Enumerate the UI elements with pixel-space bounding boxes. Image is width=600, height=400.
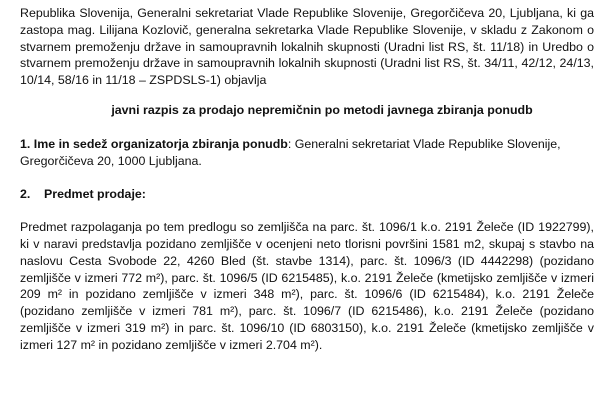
section-1-text: : Generalni sekretariat Vlade Republike Slovenije, Gregorčičeva 20, 1000 Ljubljana. (20, 136, 561, 168)
section-1 (20, 136, 594, 170)
section-2-heading (20, 186, 594, 203)
section-1-number: 1. (20, 136, 31, 151)
document-headline: javni razpis za prodajo nepremičnin po metodi javnega zbiranja ponudb (111, 102, 533, 117)
section-1-title: Ime in sedež organizatorja zbiranja ponudb (33, 136, 288, 151)
intro-paragraph: Republika Slovenija, Generalni sekretariat Vlade Republike Slovenije, Gregorčičeva 20, Ljubljana, ki ga zastopa mag. Lilijana Kozlovič, generalna sekretarka Vlade Republike Slovenije, v skladu z Zakonom o stvarnem premoženju države in samoupravnih lokalnih skupnosti (Uradni list RS, št. 11/18) in Uredbo o stvarnem premoženju države in samoupravnih lokalnih skupnosti (Uradni list RS, št. 34/11, 42/12, 24/13, 10/14, 58/16 in 11/18 – ZSPDSLS-1) objavlja (20, 6, 594, 88)
section-2-body: Predmet razpolaganja po tem predlogu so zemljišča na parc. št. 1096/1 k.o. 2191 Želeče (ID 1922799), ki v naravi predstavlja pozidano zemljišče v ocenjeni neto tlorisni površini 1581 m2, skupaj s stavbo na naslovu Cesta Svobode 22, 4260 Bled (št. stavbe 1314), parc. št. 1096/3 (ID 4442298) (pozidano zemljišče v izmeri 772 m²), parc. št. 1096/5 (ID 6215485), k.o. 2191 Želeče (kmetijsko zemljišče v izmeri 209 m² in pozidano zemljišče v izmeri 348 m²), parc. št. 1096/6 (ID 6215484), k.o. 2191 Želeče (pozidano zemljišče v izmeri 781 m²), parc. št. 1096/7 (ID 6215486), k.o. 2191 Želeče (pozidano zemljišče v izmeri 319 m²) in parc. št. 1096/10 (ID 6803150), k.o. 2191 Želeče (kmetijsko zemljišče v izmeri 127 m² in pozidano zemljišče v izmeri 2.704 m²). (20, 220, 594, 352)
section-2-title: Predmet prodaje: (44, 187, 146, 202)
section-2-number: 2. (20, 187, 31, 202)
